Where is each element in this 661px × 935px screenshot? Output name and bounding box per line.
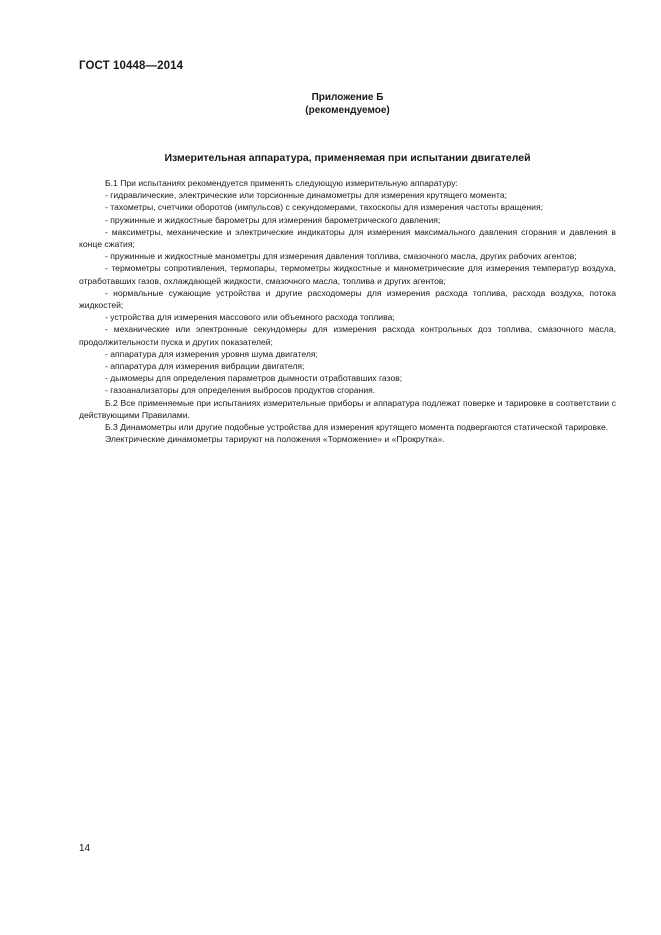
paragraph-b3: Б.3 Динамометры или другие подобные устройства для измерения крутящего момента подвергаются статической тарировке. [105, 422, 609, 433]
body-text [79, 177, 616, 445]
list-item: - максиметры, механические и электрические индикаторы для измерения максимального давления сгорания и давления в конце сжатия; [79, 226, 616, 250]
appendix-heading [0, 91, 661, 117]
list-item: - тахометры, счетчики оборотов (импульсов) с секундомерами, тахоскопы для измерения частоты вращения; [105, 202, 544, 213]
list-item: - термометры сопротивления, термопары, термометры жидкостные и манометрические для измерения температур воздуха, отработавших газов, охлаждающей жидкости, смазочного масла, топлива и других агентов; [79, 263, 616, 286]
list-item: - пружинные и жидкостные манометры для измерения давления топлива, смазочного масла, других рабочих агентов; [105, 251, 577, 262]
paragraph-note: Электрические динамометры тарируют на положения «Торможение» и «Прокрутка». [105, 434, 445, 445]
list-item: - устройства для измерения массового или объемного расхода топлива; [105, 312, 395, 323]
list-item: - гидравлические, электрические или торсионные динамометры для измерения крутящего момента; [105, 190, 508, 201]
section-title: Измерительная аппаратура, применяемая при испытании двигателей [164, 152, 531, 164]
page-number: 14 [79, 843, 91, 854]
list-item: - аппаратура для измерения вибрации двигателя; [105, 361, 305, 372]
list-item: - дымомеры для определения параметров дымности отработавших газов; [105, 373, 403, 384]
list-item: - нормальные сужающие устройства и другие расходомеры для измерения расхода топлива, расхода воздуха, потока жидкостей; [79, 287, 616, 311]
appendix-title: Приложение Б [311, 92, 384, 103]
document-code: ГОСТ 10448—2014 [79, 60, 184, 72]
paragraph-b1: Б.1 При испытаниях рекомендуется применять следующую измерительную аппаратуру: [105, 178, 458, 188]
list-item: - механические или электронные секундомеры для измерения расхода контрольных доз топлива, смазочного масла, продолжительности пуска и других показателей; [79, 324, 616, 347]
appendix-subtitle: (рекомендуемое) [305, 105, 390, 116]
list-item: - пружинные и жидкостные барометры для измерения барометрического давления; [105, 214, 441, 225]
list-item: - аппаратура для измерения уровня шума двигателя; [105, 348, 318, 359]
list-item: - газоанализаторы для определения выбросов продуктов сгорания. [105, 385, 376, 396]
paragraph-b2: Б.2 Все применяемые при испытаниях измерительные приборы и аппаратура подлежат поверке и тарировке в соответствии с действующими Правилами. [79, 397, 616, 420]
